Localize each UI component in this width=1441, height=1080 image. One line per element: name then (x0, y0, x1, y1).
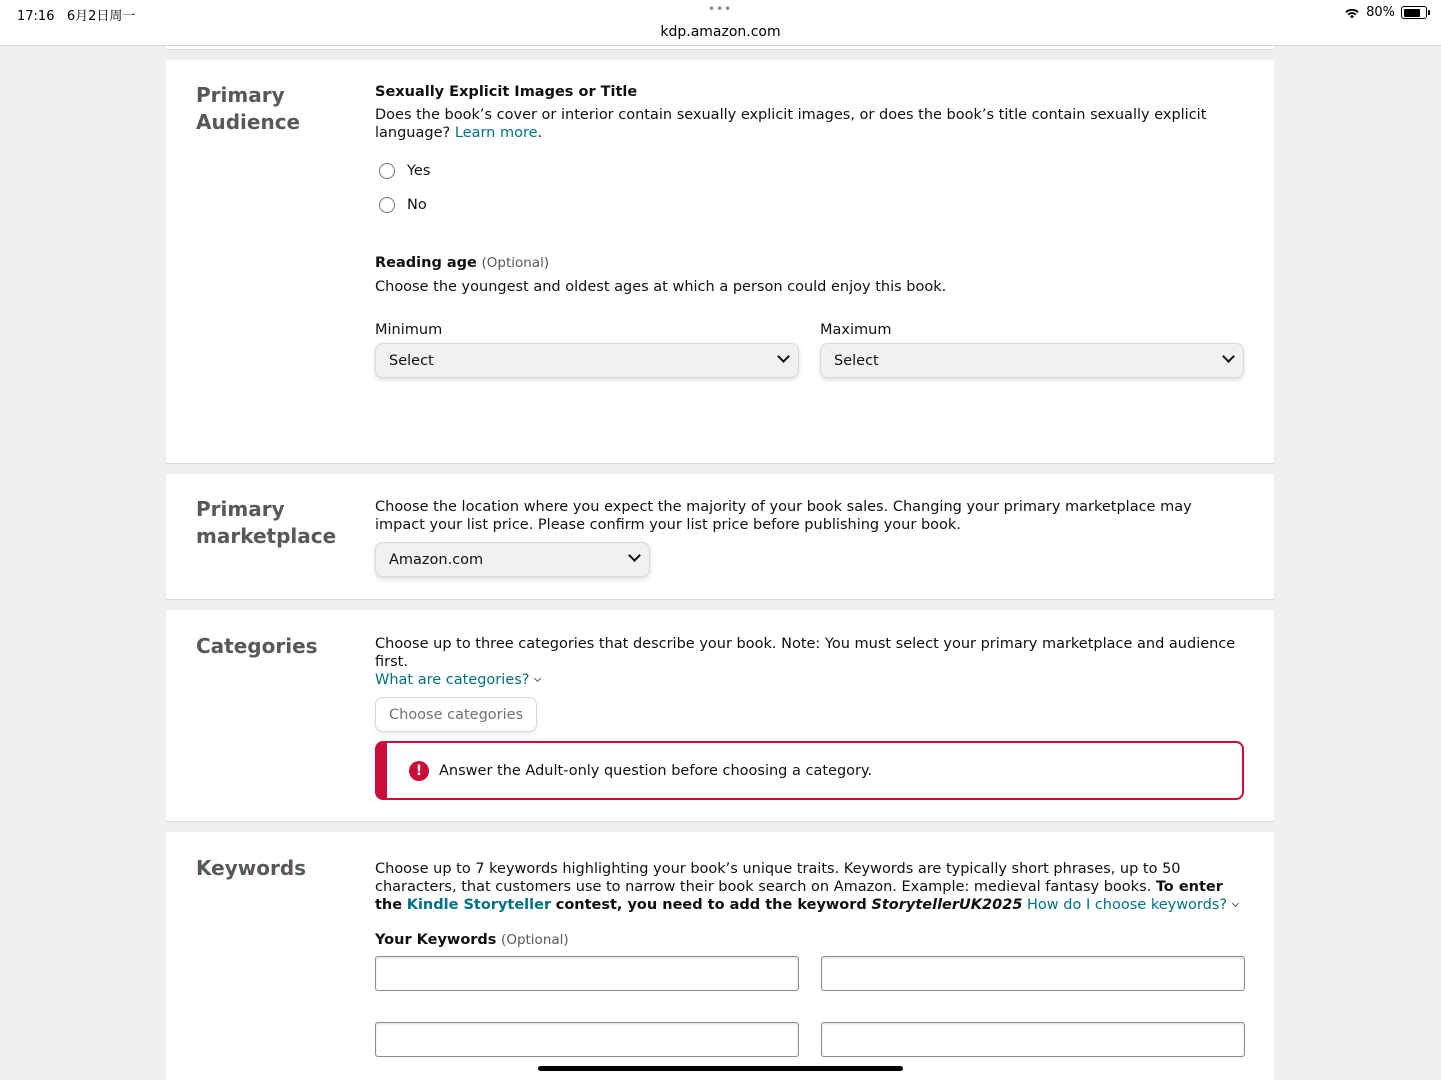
explicit-heading: Sexually Explicit Images or Title (375, 84, 638, 100)
radio-yes[interactable] (375, 159, 1244, 183)
chevron-down-icon (1222, 350, 1235, 363)
marketplace-description: Choose the location where you expect the majority of your book sales. Changing your primary marketplace may impact your list price. Please confirm your list price before publishing your book. (375, 499, 1192, 533)
primary-audience-section (166, 60, 1274, 464)
radio-yes-label: Yes (407, 163, 431, 179)
status-bar (0, 0, 1441, 46)
radio-no[interactable] (375, 193, 1244, 217)
what-are-categories-link[interactable]: What are categories? (375, 671, 1244, 689)
reading-age-heading: Reading age (Optional) (375, 255, 550, 271)
marketplace-select[interactable]: Amazon.com (375, 542, 650, 577)
categories-error-alert (375, 741, 1244, 800)
maximum-label: Maximum (820, 322, 892, 338)
categories-content (375, 635, 1244, 689)
status-time: 17:16 6月2日周一 (17, 9, 136, 24)
maximum-age-select[interactable]: Select (820, 343, 1244, 378)
alert-text: Answer the Adult-only question before choosing a category. (439, 762, 873, 779)
explicit-description: Does the book’s cover or interior contain sexually explicit images, or does the book’s title contain sexually explicit language? Learn more. (375, 107, 1207, 141)
minimum-label: Minimum (375, 322, 443, 338)
chevron-down-icon (534, 675, 541, 682)
learn-more-link[interactable]: Learn more (454, 125, 538, 141)
radio-no-label: No (407, 197, 427, 213)
keywords-section (166, 832, 1274, 1080)
battery-percent: 80% (1366, 5, 1395, 20)
alert-icon: ! (409, 761, 429, 781)
radio-no-circle[interactable] (379, 197, 395, 213)
choose-categories-button[interactable]: Choose categories (375, 697, 537, 732)
audience-content (375, 83, 1244, 296)
home-indicator[interactable] (538, 1066, 903, 1071)
chevron-down-icon (628, 549, 641, 562)
keywords-content (375, 860, 1244, 949)
section-title-primary-audience: Primary Audience (196, 83, 301, 134)
more-dots-icon[interactable]: ••• (708, 2, 733, 16)
your-keywords-heading: Your Keywords (Optional) (375, 932, 569, 948)
previous-section-edge (166, 46, 1274, 50)
battery-icon (1401, 6, 1427, 19)
how-choose-keywords-link[interactable]: How do I choose keywords? (1027, 897, 1238, 913)
kindle-storyteller-link[interactable]: Kindle Storyteller (406, 897, 552, 913)
wifi-icon (1344, 7, 1360, 19)
keyword-input-2[interactable] (821, 956, 1245, 991)
section-title-categories: Categories (196, 634, 318, 658)
categories-description: Choose up to three categories that describe your book. Note: You must select your primary marketplace and audience first. (375, 636, 1236, 670)
keyword-input-3[interactable] (375, 1022, 799, 1057)
chevron-down-icon (777, 350, 790, 363)
section-title-keywords: Keywords (196, 856, 307, 880)
radio-yes-circle[interactable] (379, 163, 395, 179)
minimum-age-select[interactable]: Select (375, 343, 799, 378)
status-indicators (1344, 5, 1427, 20)
section-title-primary-marketplace: Primary marketplace (196, 497, 337, 548)
keyword-input-4[interactable] (821, 1022, 1245, 1057)
keywords-description: Choose up to 7 keywords highlighting your book’s unique traits. Keywords are typically short phrases, up to 50 characters, that customers use to narrow their book search on Amazon. Example: medieval fantasy books. To enter the Kindle Storyteller contest, you need to add the keyword StorytellerUK2025 How do I choose keywords? (375, 860, 1244, 914)
categories-section (166, 610, 1274, 822)
keyword-input-1[interactable] (375, 956, 799, 991)
reading-age-description: Choose the youngest and oldest ages at which a person could enjoy this book. (375, 279, 947, 295)
explicit-radio-group (375, 159, 1244, 217)
chevron-down-icon (1232, 900, 1239, 907)
primary-marketplace-section (166, 474, 1274, 600)
url-bar[interactable]: kdp.amazon.com (660, 24, 781, 40)
